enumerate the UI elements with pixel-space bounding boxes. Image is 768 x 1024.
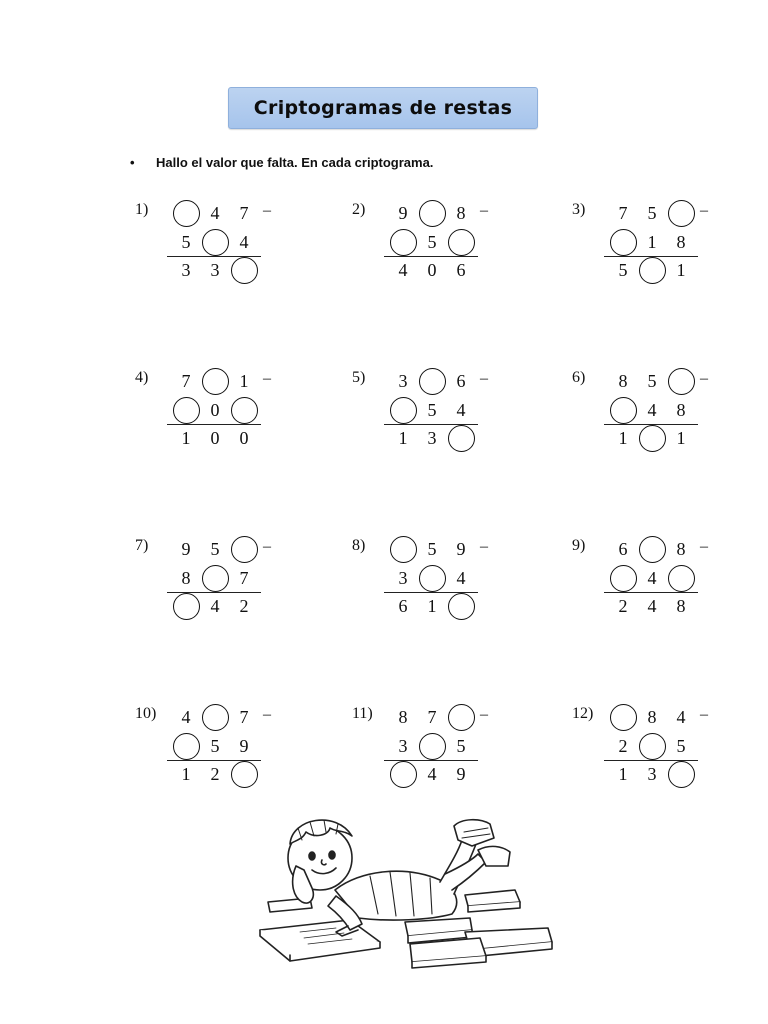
digit: 5 xyxy=(427,232,437,252)
answer-circle[interactable] xyxy=(202,368,229,395)
digit: 6 xyxy=(456,371,466,391)
problem-number: 7) xyxy=(135,537,149,554)
answer-circle[interactable] xyxy=(419,368,446,395)
minus-sign: – xyxy=(263,538,271,555)
digit: 1 xyxy=(676,260,686,280)
digit: 1 xyxy=(239,371,249,391)
bullet-icon: • xyxy=(130,155,135,170)
digit: 0 xyxy=(239,428,249,448)
subtraction-problem xyxy=(352,196,522,291)
title-box xyxy=(228,87,538,129)
answer-circle[interactable] xyxy=(668,565,695,592)
result-line xyxy=(384,760,478,761)
minus-sign: – xyxy=(263,706,271,723)
digit: 8 xyxy=(398,707,408,727)
digit: 1 xyxy=(618,764,628,784)
digit: 1 xyxy=(618,428,628,448)
subtraction-problem xyxy=(572,364,742,459)
digit: 4 xyxy=(398,260,408,280)
answer-circle[interactable] xyxy=(390,536,417,563)
answer-circle[interactable] xyxy=(610,565,637,592)
minus-sign: – xyxy=(700,538,708,555)
digit: 3 xyxy=(398,736,408,756)
digit: 5 xyxy=(427,400,437,420)
answer-circle[interactable] xyxy=(610,397,637,424)
result-line xyxy=(384,592,478,593)
digit: 8 xyxy=(676,400,686,420)
digit: 4 xyxy=(239,232,249,252)
problem-number: 10) xyxy=(135,705,157,722)
digit: 4 xyxy=(210,596,220,616)
digit: 5 xyxy=(647,371,657,391)
answer-circle[interactable] xyxy=(202,229,229,256)
instruction-text: Hallo el valor que falta. En cada criptograma. xyxy=(156,155,434,170)
answer-circle[interactable] xyxy=(390,397,417,424)
digit: 3 xyxy=(210,260,220,280)
digit: 8 xyxy=(647,707,657,727)
digit: 1 xyxy=(676,428,686,448)
digit: 7 xyxy=(618,203,628,223)
digit: 1 xyxy=(647,232,657,252)
subtraction-problem xyxy=(352,364,522,459)
result-line xyxy=(604,424,698,425)
minus-sign: – xyxy=(263,202,271,219)
digit: 4 xyxy=(676,707,686,727)
problem-number: 11) xyxy=(352,705,373,722)
digit: 8 xyxy=(456,203,466,223)
subtraction-problem xyxy=(135,700,305,795)
answer-circle[interactable] xyxy=(668,761,695,788)
problem-number: 6) xyxy=(572,369,586,386)
answer-circle[interactable] xyxy=(448,229,475,256)
minus-sign: – xyxy=(263,370,271,387)
digit: 7 xyxy=(181,371,191,391)
answer-circle[interactable] xyxy=(639,536,666,563)
digit: 4 xyxy=(427,764,437,784)
digit: 5 xyxy=(618,260,628,280)
subtraction-problem xyxy=(135,532,305,627)
digit: 1 xyxy=(181,764,191,784)
answer-circle[interactable] xyxy=(173,200,200,227)
answer-circle[interactable] xyxy=(231,397,258,424)
problem-number: 8) xyxy=(352,537,366,554)
answer-circle[interactable] xyxy=(173,593,200,620)
digit: 3 xyxy=(181,260,191,280)
problem-number: 3) xyxy=(572,201,586,218)
digit: 2 xyxy=(210,764,220,784)
minus-sign: – xyxy=(480,706,488,723)
digit: 2 xyxy=(618,596,628,616)
digit: 2 xyxy=(239,596,249,616)
digit: 7 xyxy=(239,203,249,223)
digit: 8 xyxy=(676,596,686,616)
digit: 4 xyxy=(456,400,466,420)
answer-circle[interactable] xyxy=(390,229,417,256)
digit: 5 xyxy=(676,736,686,756)
digit: 3 xyxy=(398,371,408,391)
result-line xyxy=(604,760,698,761)
digit: 4 xyxy=(456,568,466,588)
digit: 6 xyxy=(456,260,466,280)
answer-circle[interactable] xyxy=(231,536,258,563)
result-line xyxy=(167,256,261,257)
digit: 4 xyxy=(181,707,191,727)
digit: 9 xyxy=(398,203,408,223)
result-line xyxy=(604,256,698,257)
answer-circle[interactable] xyxy=(419,565,446,592)
answer-circle[interactable] xyxy=(668,200,695,227)
digit: 5 xyxy=(210,736,220,756)
digit: 8 xyxy=(618,371,628,391)
answer-circle[interactable] xyxy=(448,704,475,731)
subtraction-problem xyxy=(135,196,305,291)
minus-sign: – xyxy=(480,370,488,387)
minus-sign: – xyxy=(700,202,708,219)
subtraction-problem xyxy=(352,700,522,795)
digit: 4 xyxy=(210,203,220,223)
digit: 5 xyxy=(210,539,220,559)
digit: 3 xyxy=(427,428,437,448)
minus-sign: – xyxy=(480,538,488,555)
digit: 5 xyxy=(181,232,191,252)
problem-number: 5) xyxy=(352,369,366,386)
digit: 7 xyxy=(239,707,249,727)
digit: 5 xyxy=(456,736,466,756)
digit: 2 xyxy=(618,736,628,756)
subtraction-problem xyxy=(572,196,742,291)
subtraction-problem xyxy=(352,532,522,627)
answer-circle[interactable] xyxy=(668,368,695,395)
result-line xyxy=(384,256,478,257)
digit: 7 xyxy=(427,707,437,727)
answer-circle[interactable] xyxy=(639,425,666,452)
problem-number: 9) xyxy=(572,537,586,554)
answer-circle[interactable] xyxy=(390,761,417,788)
answer-circle[interactable] xyxy=(202,565,229,592)
digit: 5 xyxy=(427,539,437,559)
answer-circle[interactable] xyxy=(419,733,446,760)
minus-sign: – xyxy=(700,370,708,387)
answer-circle[interactable] xyxy=(610,704,637,731)
problem-number: 1) xyxy=(135,201,149,218)
answer-circle[interactable] xyxy=(419,200,446,227)
problem-number: 2) xyxy=(352,201,366,218)
digit: 7 xyxy=(239,568,249,588)
digit: 0 xyxy=(210,428,220,448)
answer-circle[interactable] xyxy=(448,425,475,452)
answer-circle[interactable] xyxy=(610,229,637,256)
result-line xyxy=(384,424,478,425)
subtraction-problem xyxy=(135,364,305,459)
digit: 5 xyxy=(647,203,657,223)
instruction xyxy=(130,155,433,170)
minus-sign: – xyxy=(700,706,708,723)
answer-circle[interactable] xyxy=(448,593,475,620)
subtraction-problem xyxy=(572,532,742,627)
digit: 9 xyxy=(181,539,191,559)
digit: 8 xyxy=(676,539,686,559)
digit: 1 xyxy=(427,596,437,616)
minus-sign: – xyxy=(480,202,488,219)
digit: 3 xyxy=(647,764,657,784)
result-line xyxy=(604,592,698,593)
digit: 0 xyxy=(210,400,220,420)
digit: 1 xyxy=(181,428,191,448)
problem-number: 4) xyxy=(135,369,149,386)
answer-circle[interactable] xyxy=(639,257,666,284)
digit: 6 xyxy=(618,539,628,559)
digit: 4 xyxy=(647,596,657,616)
page-title: Criptogramas de restas xyxy=(253,97,513,119)
digit: 8 xyxy=(676,232,686,252)
boy-reading-books-illustration xyxy=(240,810,560,970)
digit: 9 xyxy=(456,764,466,784)
result-line xyxy=(167,760,261,761)
digit: 3 xyxy=(398,568,408,588)
digit: 1 xyxy=(398,428,408,448)
result-line xyxy=(167,424,261,425)
digit: 8 xyxy=(181,568,191,588)
answer-circle[interactable] xyxy=(231,257,258,284)
digit: 9 xyxy=(456,539,466,559)
problem-number: 12) xyxy=(572,705,594,722)
result-line xyxy=(167,592,261,593)
digit: 0 xyxy=(427,260,437,280)
answer-circle[interactable] xyxy=(173,733,200,760)
answer-circle[interactable] xyxy=(173,397,200,424)
digit: 4 xyxy=(647,568,657,588)
subtraction-problem xyxy=(572,700,742,795)
answer-circle[interactable] xyxy=(639,733,666,760)
digit: 9 xyxy=(239,736,249,756)
digit: 4 xyxy=(647,400,657,420)
answer-circle[interactable] xyxy=(202,704,229,731)
digit: 6 xyxy=(398,596,408,616)
answer-circle[interactable] xyxy=(231,761,258,788)
